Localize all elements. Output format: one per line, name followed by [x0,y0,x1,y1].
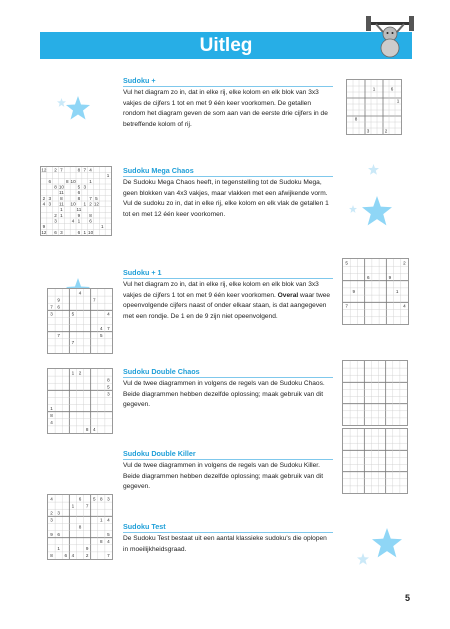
section-double-killer [123,449,333,493]
grid-digit: 7 [92,297,96,303]
grid-digit: 11 [59,190,64,196]
grid-digit: 4 [50,496,53,502]
grid-digit: 5 [345,260,348,266]
grid-digit: 3 [54,218,57,224]
section-double-chaos [123,367,333,411]
section-text: Vul het diagram zo in, dat in elke rij, elke kolom en elk blok van 3x3 vakjes de cijfers 1 tot en met 9 één keer voorkomen. Overal waar twee opeenvolgende cijfers naast of onder elkaar staan, is dat aangegeven met een rondje. De 1 en de 9 zijn niet opeenvolgend. [123,281,331,320]
section-text: De Sudoku Test bestaat uit een aantal klassieke sudoku's die oplopen in moeilijkheidsgraad. [123,535,327,553]
section-plus-one [123,268,333,322]
grid-digit: 5 [71,311,75,317]
section-title: Sudoku Double Killer [123,449,333,460]
section-sudoku-test [123,522,333,555]
star-icon [349,205,357,213]
grid-digit: 7 [85,503,89,509]
grid-digit: 1 [71,503,75,509]
grid-digit: 3 [83,184,87,190]
grid-digit: 9 [42,224,46,230]
grid-digit: 12 [41,167,47,173]
grid-digit: 6 [366,274,370,280]
grid-digit: 7 [71,340,75,346]
grid-digit: 10 [70,201,76,207]
classic-sudoku-grid [47,288,113,354]
grid-digit: 2 [89,201,92,207]
grid-digit: 8 [89,212,92,218]
grid-digit: 4 [78,290,82,296]
grid-digit: 3 [107,391,110,397]
grid-digit: 1 [60,207,63,213]
section-text: Vul het diagram zo in, dat in elke rij, elke kolom en elk blok van 3x3 vakjes de cijfers 1 tot en met 9 één keer voorkomen. De getallen rondom het diagram geven de som aan van de eerste drie cijfers in de betreffende kolom of rij. [123,89,328,128]
grid-digit: 4 [107,517,110,523]
weightlifter-mascot-icon [366,12,414,58]
grid-digit: 8 [60,195,63,201]
grid-digit: 4 [50,420,53,426]
grid-digit: 6 [64,553,68,559]
section-mega-chaos [123,166,333,220]
section-title: Sudoku Double Chaos [123,367,333,378]
grid-digit: 8 [50,412,53,418]
grid-digit: 9 [388,274,392,280]
grid-digit: 8 [65,178,69,184]
grid-digit: 3 [48,201,52,207]
page-number: 5 [405,593,411,603]
grid-digit: 1 [100,224,104,230]
grid-digit: 7 [83,167,87,173]
grid-digit: 8 [85,427,89,433]
grid-digit: 8 [50,553,53,559]
grid-digit: 8 [77,195,81,201]
grid-digit: 4 [89,167,92,173]
grid-digit: 7 [107,553,110,559]
classic-sudoku-grid [47,494,113,560]
grid-digit: 8 [107,377,110,383]
grid-digit: 9 [85,546,89,552]
grid-digit: 7 [345,303,348,309]
grid-digit: 7 [60,167,63,173]
grid-digit: 11 [76,207,82,213]
grid-digit: 1 [83,201,87,207]
grid-digit: 2 [384,128,388,134]
star-icon [362,196,392,226]
grid-digit: 2 [403,260,406,266]
grid-digit: 4 [71,218,75,224]
grid-digit: 4 [71,553,75,559]
grid-digit: 7 [107,325,110,331]
grid-digit: 8 [78,524,82,530]
grid-digit: 6 [57,531,60,537]
grid-digit: 4 [403,303,406,309]
grid-digit: 10 [58,184,64,190]
grid-digit: 6 [57,304,60,310]
section-title: Sudoku + [123,76,333,87]
grid-digit: 4 [107,311,110,317]
grid-digit: 8 [100,538,103,544]
grid-digit: 12 [41,229,47,235]
grid-digit: 1 [89,178,92,184]
section-title: Sudoku Test [123,522,333,533]
grid-digit: 8 [354,116,358,122]
grid-digit: 3 [48,195,52,201]
mega-chaos-grid [40,166,112,236]
grid-digit: 1 [60,212,63,218]
grid-digit: 6 [54,229,57,235]
page-title: Uitleg [199,35,253,56]
grid-digit: 1 [106,173,110,179]
grid-digit: 11 [59,201,64,207]
grid-digit: 2 [54,167,57,173]
grid-digit: 6 [77,229,81,235]
grid-digit: 9 [77,212,81,218]
grid-digit: 3 [50,311,53,317]
grid-digit: 9 [57,297,60,303]
grid-digit: 4 [100,325,103,331]
grid-digit: 1 [372,86,376,92]
grid-digit: 2 [50,510,53,516]
grid-digit: 1 [50,405,53,411]
grid-digit: 2 [42,195,46,201]
grid-digit: 8 [77,167,81,173]
grid-digit: 1 [83,229,87,235]
grid-digit: 8 [100,496,103,502]
grid-digit: 6 [89,218,92,224]
grid-digit: 2 [54,212,57,218]
star-icon [66,96,90,120]
grid-digit: 9 [50,531,53,537]
star-icon [357,553,369,565]
grid-digit: 3 [57,510,60,516]
grid-digit: 5 [95,195,98,201]
grid-digit: 3 [107,496,110,502]
grid-digit: 6 [390,86,394,92]
grid-digit: 8 [54,184,57,190]
sudoku-plus-one-grid [342,258,409,325]
star-icon [368,164,379,175]
grid-digit: 1 [71,370,75,376]
grid-digit: 1 [100,517,103,523]
grid-digit: 3 [60,229,63,235]
grid-digit: 4 [92,427,96,433]
grid-digit: 7 [50,304,53,310]
grid-digit: 10 [70,178,76,184]
grid-digit: 4 [107,538,110,544]
grid-digit: 5 [107,384,110,390]
grid-digit: 1 [395,289,399,295]
grid-digit: 2 [85,553,89,559]
grid-digit: 3 [366,128,370,134]
section-text: Vul de twee diagrammen in volgens de regels van de Sudoku Killer. Beide diagrammen hebben dezelfde oplossing; maak gebruik van dit gegeven. [123,462,324,491]
grid-digit: 7 [89,195,92,201]
grid-digit: 10 [88,229,94,235]
section-title: Sudoku + 1 [123,268,333,279]
grid-digit: 2 [78,370,82,376]
grid-digit: 3 [50,517,53,523]
grid-digit: 7 [57,332,60,338]
grid-digit: 1 [396,98,400,104]
grid-digit: 1 [57,546,60,552]
grid-digit: 6 [77,190,81,196]
double-chaos-grid-top [342,360,408,426]
grid-digit: 4 [42,201,46,207]
star-icon [372,528,402,558]
classic-sudoku-grid [47,368,113,434]
grid-digit: 12 [93,201,99,207]
grid-digit: 1 [77,218,81,224]
section-title: Sudoku Mega Chaos [123,166,333,177]
grid-digit: 6 [48,178,52,184]
section-text: Vul de twee diagrammen in volgens de regels van de Sudoku Chaos. Beide diagrammen hebben dezelfde oplossing; maak gebruik van dit gegeven. [123,380,325,409]
section-text: De Sudoku Mega Chaos heeft, in tegenstelling tot de Sudoku Mega, geen blokken van 4x3 vakjes, maar vlakken met een afwijkende vorm. Vul de sudoku zo in, dat in elke rij, elke kolom en elk vlak de getallen 1 tot en met 12 één keer voorkomen. [123,179,329,218]
star-icon [57,98,66,107]
header-banner [40,32,412,59]
grid-digit: 6 [78,496,82,502]
grid-digit: 5 [107,531,110,537]
double-chaos-grid-bottom [342,428,408,494]
grid-digit: 5 [77,184,81,190]
grid-digit: 5 [92,496,96,502]
grid-digit: 9 [352,289,356,295]
section-sudoku-plus [123,76,333,130]
grid-digit: 5 [100,332,103,338]
sudoku-plus-sum-labels [340,71,406,141]
